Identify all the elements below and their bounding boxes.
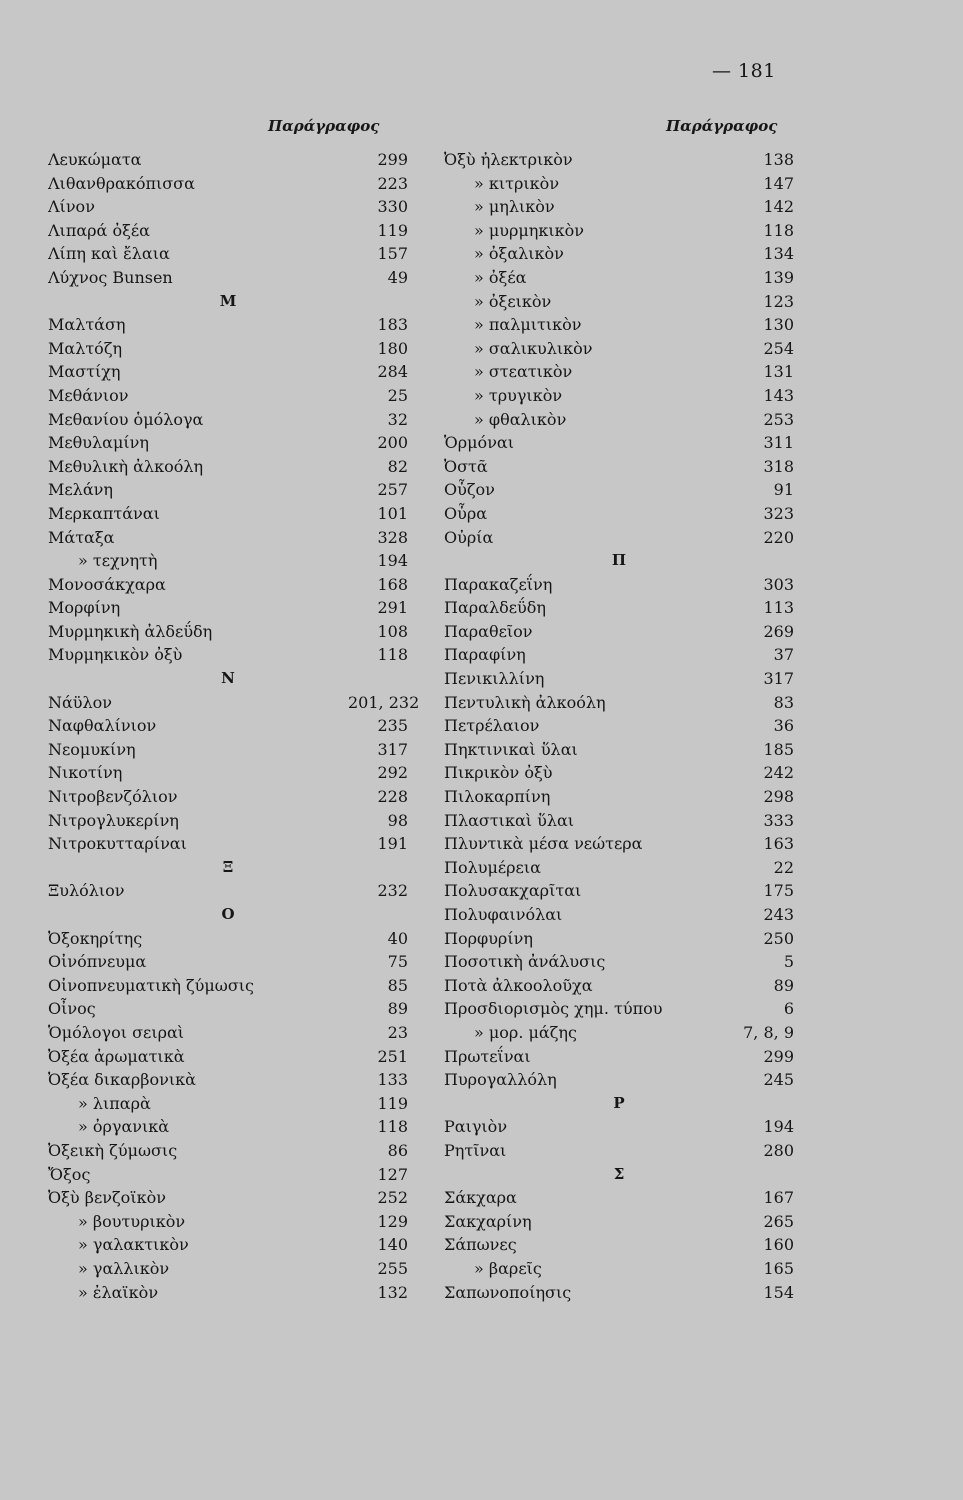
entry-term: » μυρμηκικὸν: [474, 220, 585, 240]
entry-paragraph-number: 37: [773, 645, 794, 665]
entry-term: Προσδιορισμὸς χημ. τύπου: [444, 999, 663, 1019]
index-entry: [444, 785, 794, 809]
entry-paragraph-number: 7, 8, 9: [743, 1022, 794, 1042]
entry-paragraph-number: 138: [763, 150, 794, 169]
entry-term: Παραθεῖον: [444, 621, 533, 641]
entry-paragraph-number: 167: [763, 1188, 794, 1208]
entry-paragraph-number: 328: [377, 527, 408, 547]
entry-term: Σάπωνες: [444, 1235, 517, 1255]
entry-term: » στεατικὸν: [474, 362, 573, 382]
index-entry: [444, 219, 794, 243]
index-entry: [48, 408, 408, 432]
index-entry: [48, 691, 420, 715]
index-entry: [444, 974, 794, 998]
entry-paragraph-number: 118: [763, 220, 794, 240]
index-entry: [444, 856, 794, 880]
entry-paragraph-number: 127: [377, 1164, 408, 1184]
entry-term: Ὄξος: [48, 1164, 91, 1184]
entry-paragraph-number: 223: [377, 173, 408, 193]
index-entry: [444, 927, 794, 951]
entry-term: Πετρέλαιον: [444, 716, 540, 736]
entry-term: Ρητῖναι: [444, 1140, 507, 1160]
entry-paragraph-number: 142: [763, 197, 794, 217]
entry-term: Μαστίχη: [48, 362, 121, 382]
index-entry: [48, 1210, 408, 1234]
index-entry: [444, 879, 794, 903]
entry-paragraph-number: 23: [387, 1022, 408, 1042]
index-entry: [444, 832, 794, 856]
index-entry: [444, 478, 794, 502]
index-entry: [48, 172, 408, 196]
entry-paragraph-number: 108: [377, 621, 408, 641]
entry-term: » βαρεῖς: [474, 1258, 542, 1278]
index-entry: [48, 761, 408, 785]
entry-term: Παραλδεΰδη: [444, 598, 546, 618]
entry-term: Ὁρμόναι: [444, 433, 514, 453]
entry-paragraph-number: 291: [377, 598, 408, 618]
entry-paragraph-number: 183: [377, 315, 408, 335]
entry-paragraph-number: 303: [763, 574, 794, 594]
entry-term: Πλυντικὰ μέσα νεώτερα: [444, 834, 643, 854]
index-entry: [444, 431, 794, 455]
index-entry: [444, 455, 794, 479]
left-column-header: Παράγραφος: [268, 117, 380, 135]
entry-paragraph-number: 284: [377, 362, 408, 382]
entry-term: » λιπαρὰ: [78, 1093, 151, 1113]
entry-term: Μαλτάση: [48, 315, 126, 335]
index-entry: [48, 738, 408, 762]
index-entry: [48, 879, 408, 903]
entry-term: Λύχνος Bunsen: [48, 267, 173, 287]
entry-paragraph-number: 5: [783, 952, 794, 972]
entry-term: Λιπαρά ὀξέα: [48, 220, 150, 240]
entry-term: Μονοσάκχαρα: [48, 574, 166, 594]
entry-paragraph-number: 168: [377, 574, 408, 594]
section-letter: Ν: [221, 669, 235, 688]
entry-paragraph-number: 201, 232: [348, 692, 420, 712]
section-letter: Π: [611, 551, 627, 570]
entry-term: Ὁμόλογοι σειραὶ: [48, 1022, 185, 1042]
entry-paragraph-number: 200: [377, 433, 408, 453]
entry-paragraph-number: 89: [773, 975, 794, 995]
entry-term: Λευκώματα: [48, 150, 142, 169]
index-entry: [48, 950, 408, 974]
entry-term: Ὀξέα δικαρβονικὰ: [48, 1070, 196, 1090]
entry-paragraph-number: 91: [773, 480, 794, 500]
entry-paragraph-number: 228: [377, 787, 408, 807]
entry-term: » σαλικυλικὸν: [474, 338, 593, 358]
index-entry: [48, 195, 408, 219]
entry-paragraph-number: 251: [377, 1046, 408, 1066]
index-entry: [444, 384, 794, 408]
entry-term: » ὀξέα: [474, 267, 527, 287]
entry-paragraph-number: 311: [763, 433, 794, 453]
index-entry: [48, 809, 408, 833]
entry-term: Σάκχαρα: [444, 1188, 517, 1208]
index-entry: [48, 1115, 408, 1139]
entry-paragraph-number: 299: [763, 1046, 794, 1066]
entry-term: » ὀξαλικὸν: [474, 244, 564, 264]
index-entry: [48, 1045, 408, 1069]
entry-term: Λίνον: [48, 197, 95, 217]
index-entry: [444, 950, 794, 974]
entry-paragraph-number: 147: [763, 173, 794, 193]
entry-term: » γαλακτικὸν: [78, 1235, 189, 1255]
entry-paragraph-number: 243: [763, 905, 794, 924]
entry-paragraph-number: 49: [387, 267, 408, 287]
entry-term: Σακχαρίνη: [444, 1211, 532, 1231]
entry-term: Ποσοτικὴ ἀνάλυσις: [444, 952, 606, 972]
index-entry: [48, 573, 408, 597]
index-entry: [48, 596, 408, 620]
entry-term: » τρυγικὸν: [474, 385, 563, 405]
entry-paragraph-number: 292: [377, 763, 408, 783]
entry-term: Πενικιλλίνη: [444, 669, 545, 689]
entry-term: Ποτὰ ἀλκοολοῦχα: [444, 975, 593, 995]
section-letter: Σ: [613, 1164, 625, 1183]
entry-paragraph-number: 333: [763, 810, 794, 830]
entry-term: Ξυλόλιον: [48, 881, 125, 901]
entry-paragraph-number: 113: [763, 598, 794, 618]
index-entry: [48, 927, 408, 951]
entry-paragraph-number: 85: [387, 975, 408, 995]
entry-paragraph-number: 119: [377, 220, 408, 240]
index-entry: [48, 1021, 408, 1045]
entry-term: Πηκτινικαὶ ὕλαι: [444, 739, 578, 759]
entry-term: Πιλοκαρπίνη: [444, 787, 551, 807]
entry-paragraph-number: 232: [377, 881, 408, 901]
index-entry: [48, 832, 408, 856]
entry-term: Μεθάνιον: [48, 385, 129, 405]
section-letter: Ο: [221, 905, 235, 923]
entry-term: Πρωτεΐναι: [444, 1046, 531, 1066]
entry-term: » παλμιτικὸν: [474, 315, 582, 335]
entry-term: Πολυφαινόλαι: [444, 905, 563, 924]
index-entry: [48, 360, 408, 384]
entry-paragraph-number: 36: [773, 716, 794, 736]
entry-term: Παρακαζεΐνη: [444, 574, 553, 594]
index-entry: [444, 337, 794, 361]
entry-paragraph-number: 163: [763, 834, 794, 854]
page-number: — 181: [712, 60, 776, 82]
index-entry: [48, 1092, 408, 1116]
entry-paragraph-number: 157: [377, 244, 408, 264]
entry-paragraph-number: 32: [387, 409, 408, 429]
entry-paragraph-number: 220: [763, 527, 794, 547]
index-entry: [48, 1068, 408, 1092]
entry-paragraph-number: 86: [387, 1140, 408, 1160]
entry-term: Ὀξὺ ἠλεκτρικὸν: [444, 150, 573, 169]
entry-term: » τεχνητὴ: [78, 551, 158, 571]
entry-term: Πικρικὸν ὀξὺ: [444, 763, 553, 783]
index-entry: [444, 738, 794, 762]
section-letter: Ρ: [613, 1093, 625, 1112]
entry-paragraph-number: 154: [763, 1282, 794, 1302]
entry-paragraph-number: 299: [377, 150, 408, 169]
entry-paragraph-number: 6: [783, 999, 794, 1019]
entry-paragraph-number: 330: [377, 197, 408, 217]
index-entry: [48, 148, 408, 172]
entry-paragraph-number: 134: [763, 244, 794, 264]
index-entry: [48, 384, 408, 408]
entry-paragraph-number: 175: [763, 881, 794, 901]
entry-term: Μυρμηκικὸν ὀξὺ: [48, 645, 183, 665]
section-letter: Μ: [219, 291, 237, 310]
index-entry: [444, 1068, 794, 1092]
index-entry: [444, 1233, 794, 1257]
index-entry: [48, 431, 408, 455]
entry-paragraph-number: 139: [763, 267, 794, 287]
entry-term: » ὀξεικὸν: [474, 291, 552, 311]
entry-paragraph-number: 180: [377, 338, 408, 358]
index-entry: [48, 478, 408, 502]
index-entry: [444, 620, 794, 644]
entry-paragraph-number: 130: [763, 315, 794, 335]
entry-term: Μεθανίου ὁμόλογα: [48, 409, 204, 429]
index-entry: [444, 691, 794, 715]
entry-term: Ὀξοκηρίτης: [48, 928, 143, 948]
entry-paragraph-number: 119: [377, 1093, 408, 1113]
entry-paragraph-number: 253: [763, 409, 794, 429]
entry-term: Πυρογαλλόλη: [444, 1070, 557, 1090]
index-entry: [48, 620, 408, 644]
index-entry: [444, 643, 794, 667]
entry-term: Οὖρα: [444, 503, 488, 523]
index-entry: [444, 1186, 794, 1210]
entry-term: Μερκαπτάναι: [48, 503, 160, 523]
index-entry: [48, 455, 408, 479]
index-entry: [444, 1210, 794, 1234]
index-entry: [444, 667, 794, 691]
entry-term: Πεντυλικὴ ἀλκοόλη: [444, 692, 606, 712]
entry-term: Πολυσακχαρῖται: [444, 881, 582, 901]
index-entry: [444, 266, 794, 290]
index-entry: [444, 1115, 794, 1139]
entry-paragraph-number: 252: [377, 1188, 408, 1208]
entry-term: Οἶνος: [48, 999, 96, 1019]
entry-term: » γαλλικὸν: [78, 1258, 170, 1278]
entry-term: » κιτρικὸν: [474, 173, 560, 193]
entry-term: Ὀξέα ἀρωματικὰ: [48, 1046, 185, 1066]
index-entry: [444, 148, 794, 172]
entry-term: Μάταξα: [48, 527, 115, 547]
index-entry: [444, 195, 794, 219]
index-entry: [444, 596, 794, 620]
entry-term: » βουτυρικὸν: [78, 1211, 186, 1231]
entry-term: » φθαλικὸν: [474, 409, 567, 429]
entry-paragraph-number: 140: [377, 1235, 408, 1255]
entry-paragraph-number: 191: [377, 834, 408, 854]
entry-term: Ναφθαλίνιον: [48, 716, 157, 736]
entry-term: Οὖζον: [444, 480, 495, 500]
entry-paragraph-number: 194: [377, 551, 408, 571]
entry-paragraph-number: 317: [763, 669, 794, 689]
entry-term: Σαπωνοποίησις: [444, 1282, 572, 1302]
entry-paragraph-number: 40: [387, 928, 408, 948]
index-entry: [444, 1139, 794, 1163]
entry-paragraph-number: 98: [387, 810, 408, 830]
entry-term: Νιτροκυτταρίναι: [48, 834, 187, 854]
index-entry: [48, 313, 408, 337]
entry-term: Ὀξεικὴ ζύμωσις: [48, 1140, 178, 1160]
entry-paragraph-number: 118: [377, 1117, 408, 1137]
entry-term: Οἰνόπνευμα: [48, 952, 147, 972]
entry-paragraph-number: 254: [763, 338, 794, 358]
entry-paragraph-number: 75: [387, 952, 408, 972]
entry-paragraph-number: 83: [773, 692, 794, 712]
index-entry: [48, 337, 408, 361]
entry-paragraph-number: 123: [763, 291, 794, 311]
entry-paragraph-number: 143: [763, 385, 794, 405]
entry-paragraph-number: 22: [773, 857, 794, 877]
index-entry: [444, 360, 794, 384]
entry-term: Νικοτίνη: [48, 763, 123, 783]
entry-term: Μελάνη: [48, 480, 113, 500]
entry-paragraph-number: 82: [387, 456, 408, 476]
entry-term: Πολυμέρεια: [444, 857, 541, 877]
entry-paragraph-number: 194: [763, 1117, 794, 1137]
entry-term: Νιτρογλυκερίνη: [48, 810, 179, 830]
index-entry: [48, 502, 408, 526]
entry-paragraph-number: 317: [377, 739, 408, 759]
entry-paragraph-number: 257: [377, 480, 408, 500]
entry-paragraph-number: 129: [377, 1211, 408, 1231]
section-letter: Ξ: [222, 857, 234, 876]
entry-paragraph-number: 269: [763, 621, 794, 641]
index-entry: [48, 266, 408, 290]
index-entry: [444, 1045, 794, 1069]
index-entry: [48, 1281, 408, 1305]
entry-paragraph-number: 118: [377, 645, 408, 665]
entry-paragraph-number: 255: [377, 1258, 408, 1278]
index-entry: [444, 526, 794, 550]
entry-term: Οἰνοπνευματικὴ ζύμωσις: [48, 975, 255, 995]
index-entry: [48, 714, 408, 738]
index-entry: [444, 1281, 794, 1305]
index-entry: [444, 809, 794, 833]
index-entry: [48, 974, 408, 998]
entry-paragraph-number: 235: [377, 716, 408, 736]
entry-term: Λιθανθρακόπισσα: [48, 173, 195, 193]
index-entry: [444, 714, 794, 738]
entry-term: » ὀργανικὰ: [78, 1117, 170, 1137]
entry-paragraph-number: 165: [763, 1258, 794, 1278]
entry-term: Μεθυλικὴ ἀλκοόλη: [48, 456, 204, 476]
entry-paragraph-number: 242: [763, 763, 794, 783]
entry-term: Παραφίνη: [444, 645, 526, 665]
index-entry: [444, 997, 794, 1021]
index-entry: [48, 526, 408, 550]
entry-paragraph-number: 131: [763, 362, 794, 382]
entry-paragraph-number: 160: [763, 1235, 794, 1255]
index-entry: [444, 761, 794, 785]
index-entry: [444, 573, 794, 597]
entry-term: » μορ. μάζης: [474, 1022, 577, 1042]
index-entry: [48, 643, 408, 667]
index-entry: [48, 1186, 408, 1210]
entry-term: Ραιγιὸν: [444, 1117, 508, 1137]
index-entry: [48, 242, 408, 266]
entry-paragraph-number: 265: [763, 1211, 794, 1231]
index-entry: [444, 408, 794, 432]
entry-term: » μηλικὸν: [474, 197, 555, 217]
entry-term: Νάϋλον: [48, 692, 113, 712]
entry-paragraph-number: 298: [763, 787, 794, 807]
entry-term: Μεθυλαμίνη: [48, 433, 149, 453]
entry-term: Μυρμηκικὴ ἀλδεΰδη: [48, 621, 213, 641]
entry-paragraph-number: 323: [763, 503, 794, 523]
entry-paragraph-number: 133: [377, 1070, 408, 1090]
index-entry: [444, 903, 794, 927]
index-entry: [444, 502, 794, 526]
index-entry: [444, 1021, 794, 1045]
index-entry: [48, 1163, 408, 1187]
entry-paragraph-number: 101: [377, 503, 408, 523]
entry-paragraph-number: 185: [763, 739, 794, 759]
entry-term: Λίπη καὶ ἔλαια: [48, 244, 170, 264]
right-column-header: Παράγραφος: [666, 117, 778, 135]
entry-paragraph-number: 89: [387, 999, 408, 1019]
index-entry: [444, 1257, 794, 1281]
entry-paragraph-number: 132: [377, 1282, 408, 1302]
entry-term: Μορφίνη: [48, 598, 121, 618]
entry-term: Πορφυρίνη: [444, 928, 533, 948]
index-entry: [444, 172, 794, 196]
index-entry: [48, 1139, 408, 1163]
entry-paragraph-number: 250: [763, 928, 794, 948]
index-entry: [48, 219, 408, 243]
index-entry: [444, 313, 794, 337]
index-entry: [444, 290, 794, 314]
entry-term: » ἐλαϊκὸν: [78, 1282, 159, 1302]
index-entry: [48, 1257, 408, 1281]
entry-paragraph-number: 245: [763, 1070, 794, 1090]
entry-term: Ὀξὺ βενζοϊκὸν: [48, 1188, 166, 1208]
entry-term: Νεομυκίνη: [48, 739, 136, 759]
entry-term: Νιτροβενζόλιον: [48, 787, 178, 807]
entry-term: Οὐρία: [444, 527, 494, 547]
index-entry: [48, 1233, 408, 1257]
index-entry: [444, 242, 794, 266]
entry-paragraph-number: 25: [387, 385, 408, 405]
right-entries: [444, 148, 794, 1304]
entry-term: Μαλτόζη: [48, 338, 123, 358]
index-entry: [48, 549, 408, 573]
index-entry: [48, 785, 408, 809]
entry-term: Ὀστᾶ: [444, 456, 488, 476]
entry-paragraph-number: 318: [763, 456, 794, 476]
index-entry: [48, 997, 408, 1021]
left-entries: [48, 148, 420, 1304]
entry-paragraph-number: 280: [763, 1140, 794, 1160]
entry-term: Πλαστικαὶ ὕλαι: [444, 810, 575, 830]
